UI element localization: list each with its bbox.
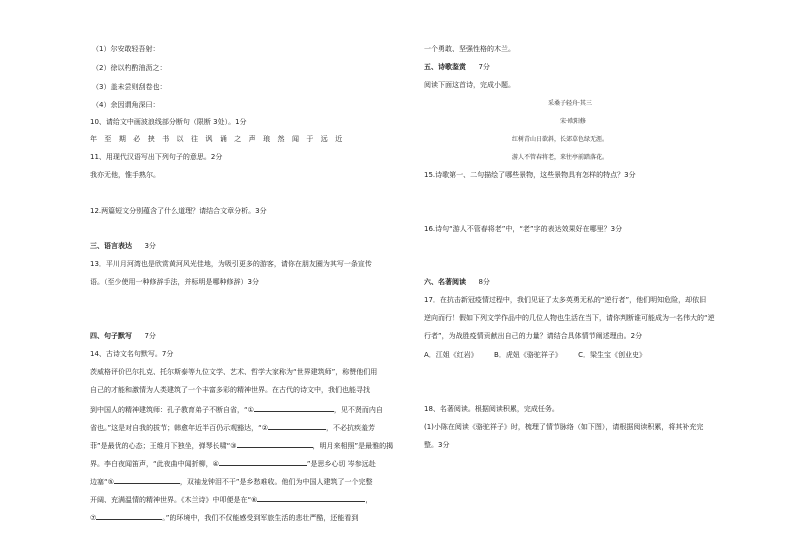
item-1: （1）尔安敢轻吾射： <box>92 45 160 53</box>
poem-line-2: 游人不管春将老，来往亭前踏落花。 <box>512 154 609 161</box>
section-5-title <box>424 63 490 72</box>
question-18: 18、名著阅读。根据阅读积累，完成任务。 <box>424 405 559 413</box>
passage-line-8 <box>90 494 372 505</box>
passage-continuation: 一个勇敢、坚强性格的木兰。 <box>424 45 515 53</box>
section-3-score: 3分 <box>144 242 156 250</box>
question-16: 16.诗句“游人不管春将老”中，“老”字的表达效果好在哪里？3分 <box>424 225 623 233</box>
question-18-1-line2: 整。3分 <box>424 441 450 449</box>
question-12: 12.两篇短文分别蕴含了什么道理？请结合文章分析。3分 <box>90 207 267 215</box>
passage-9-tail: 。”的环境中，我们不仅能感受到军旅生活的悲壮严酷，还能看到 <box>162 514 359 522</box>
section-5-heading: 五、诗歌鉴赏 <box>424 63 466 71</box>
passage-4-text: 省也。”这是对自我的拔节；韩愈年近半百仍示观豁达，“② <box>90 424 269 432</box>
option-a[interactable]: A．江姐《红岩》 <box>424 351 478 359</box>
passage-line-7 <box>90 476 373 487</box>
item-3: （3）盖未尝则刮卷也： <box>92 83 167 91</box>
question-18-1-line1: (1)小陈在阅读《骆驼祥子》时，梳理了情节脉络（如下图），请根据阅读积累，将其补充完 <box>424 423 704 431</box>
section-3-title <box>90 242 156 251</box>
passage-7-text: 边塞“⑤ <box>90 478 114 486</box>
question-13-line2: 语。（至少使用一种修辞手法，并标明是哪种修辞）3分 <box>90 278 259 286</box>
passage-6-text: 界。李白夜闻笛声，“此夜曲中闻折柳，④ <box>90 460 219 468</box>
blank-1[interactable] <box>254 404 334 412</box>
passage-3-text: 到中国人的精神建筑师：孔子教育弟子不断自省，“① <box>90 406 254 414</box>
right-column <box>400 0 794 560</box>
section-4-heading: 四、句子默写 <box>90 332 132 340</box>
passage-line-5 <box>90 440 393 451</box>
section-6-title <box>424 278 490 287</box>
passage-line-9 <box>90 512 358 523</box>
question-13-line1: 13．平川月河湾也是欣赏黄河风光佳地，为吸引更多的游客，请你在朋友圈为其写一条宣传 <box>90 260 372 268</box>
section-5-score: 7分 <box>478 63 490 71</box>
section-4-title <box>90 332 156 341</box>
question-11: 11、用现代汉语写出下列句子的意思。2分 <box>90 153 223 161</box>
question-10-text: 年 至 期 必 挟 书 以 往 讽 诵 之 声 琅 然 闻 于 远 近 <box>90 135 345 143</box>
section-6-score: 8分 <box>478 278 490 286</box>
question-11-text: 我亦无他，惟手熟尔。 <box>90 171 160 179</box>
passage-7-tail: ，双袖龙钟泪不干”是乡愁难收。他们为中国人建筑了一个完整 <box>179 478 373 486</box>
passage-5-text: 菲”是最优的心态；王维月下独坐，弹琴长啸“③ <box>90 442 237 450</box>
blank-5[interactable] <box>114 476 180 484</box>
passage-line-6 <box>90 458 376 469</box>
passage-9-text: ⑦ <box>90 514 97 522</box>
item-4: （4）余因谓角深曰： <box>92 101 160 109</box>
passage-line-4 <box>90 422 375 433</box>
question-17-line1: 17．在抗击新冠疫情过程中，我们见证了太多英勇无私的“逆行者”，他们明知危险，却依旧 <box>424 296 707 304</box>
blank-4[interactable] <box>219 458 307 466</box>
passage-line-2: 自己的才能和激情为人类建筑了一个丰富多彩的精神世界。在古代的诗文中，我们也能寻找 <box>90 386 370 394</box>
blank-2[interactable] <box>268 422 326 430</box>
question-14: 14、古诗文名句默写。7分 <box>90 350 174 358</box>
blank-7[interactable] <box>96 512 162 520</box>
poem-author: 宋·欧阳修 <box>560 118 586 125</box>
option-b[interactable]: B．虎妞《骆驼祥子》 <box>494 351 562 359</box>
question-17-options <box>424 351 646 360</box>
passage-4-tail: ，不必抗疾羞芳 <box>326 424 376 432</box>
option-c[interactable]: C．梁生宝《创业史》 <box>578 351 646 359</box>
question-15: 15.诗歌第一、二句描绘了哪些景物，这些景物具有怎样的特点？3分 <box>424 171 636 179</box>
passage-8-text: 开阔、充满温情的精神世界。《木兰诗》中叩便是在“⑥ <box>90 496 258 504</box>
passage-3-tail: ，见不贤而内自 <box>333 406 383 414</box>
question-17-line3: 行者”，为战胜疫情贡献出自己的力量？请结合具体情节阐述理由。2分 <box>424 332 643 340</box>
passage-8-tail: ， <box>365 496 373 504</box>
passage-5-tail: ，明月来相照”是最雅的揭 <box>312 442 394 450</box>
section-3-heading: 三、语言表达 <box>90 242 132 250</box>
passage-6-tail: ”是思乡心切 岑参远赴 <box>306 460 376 468</box>
question-10: 10、请给文中画波浪线部分断句（限断 3处）。1分 <box>90 118 247 126</box>
passage-line-3 <box>90 404 383 415</box>
poem-title: 采桑子轻舟·其三 <box>548 100 592 107</box>
blank-6[interactable] <box>257 494 365 502</box>
poem-line-1: 红树青山日欲斜，长郊草色绿无涯。 <box>512 136 609 143</box>
section-6-heading: 六、名著阅读 <box>424 278 466 286</box>
poem-instruction: 阅读下面这首诗，完成小题。 <box>424 81 515 89</box>
blank-3[interactable] <box>237 440 313 448</box>
item-2: （2）徐以杓酌油沥之： <box>92 64 167 72</box>
section-4-score: 7分 <box>144 332 156 340</box>
question-17-line2: 逆向而行！假如下列文学作品中的几位人物也生活在当下，请你判断谁可能成为一名伟大的“逆 <box>424 314 715 322</box>
passage-line-1: 茨威格评价巴尔扎克、托尔斯泰等九位文学、艺术、哲学大家称为“世界建筑师”，称赞他们用 <box>90 368 378 376</box>
